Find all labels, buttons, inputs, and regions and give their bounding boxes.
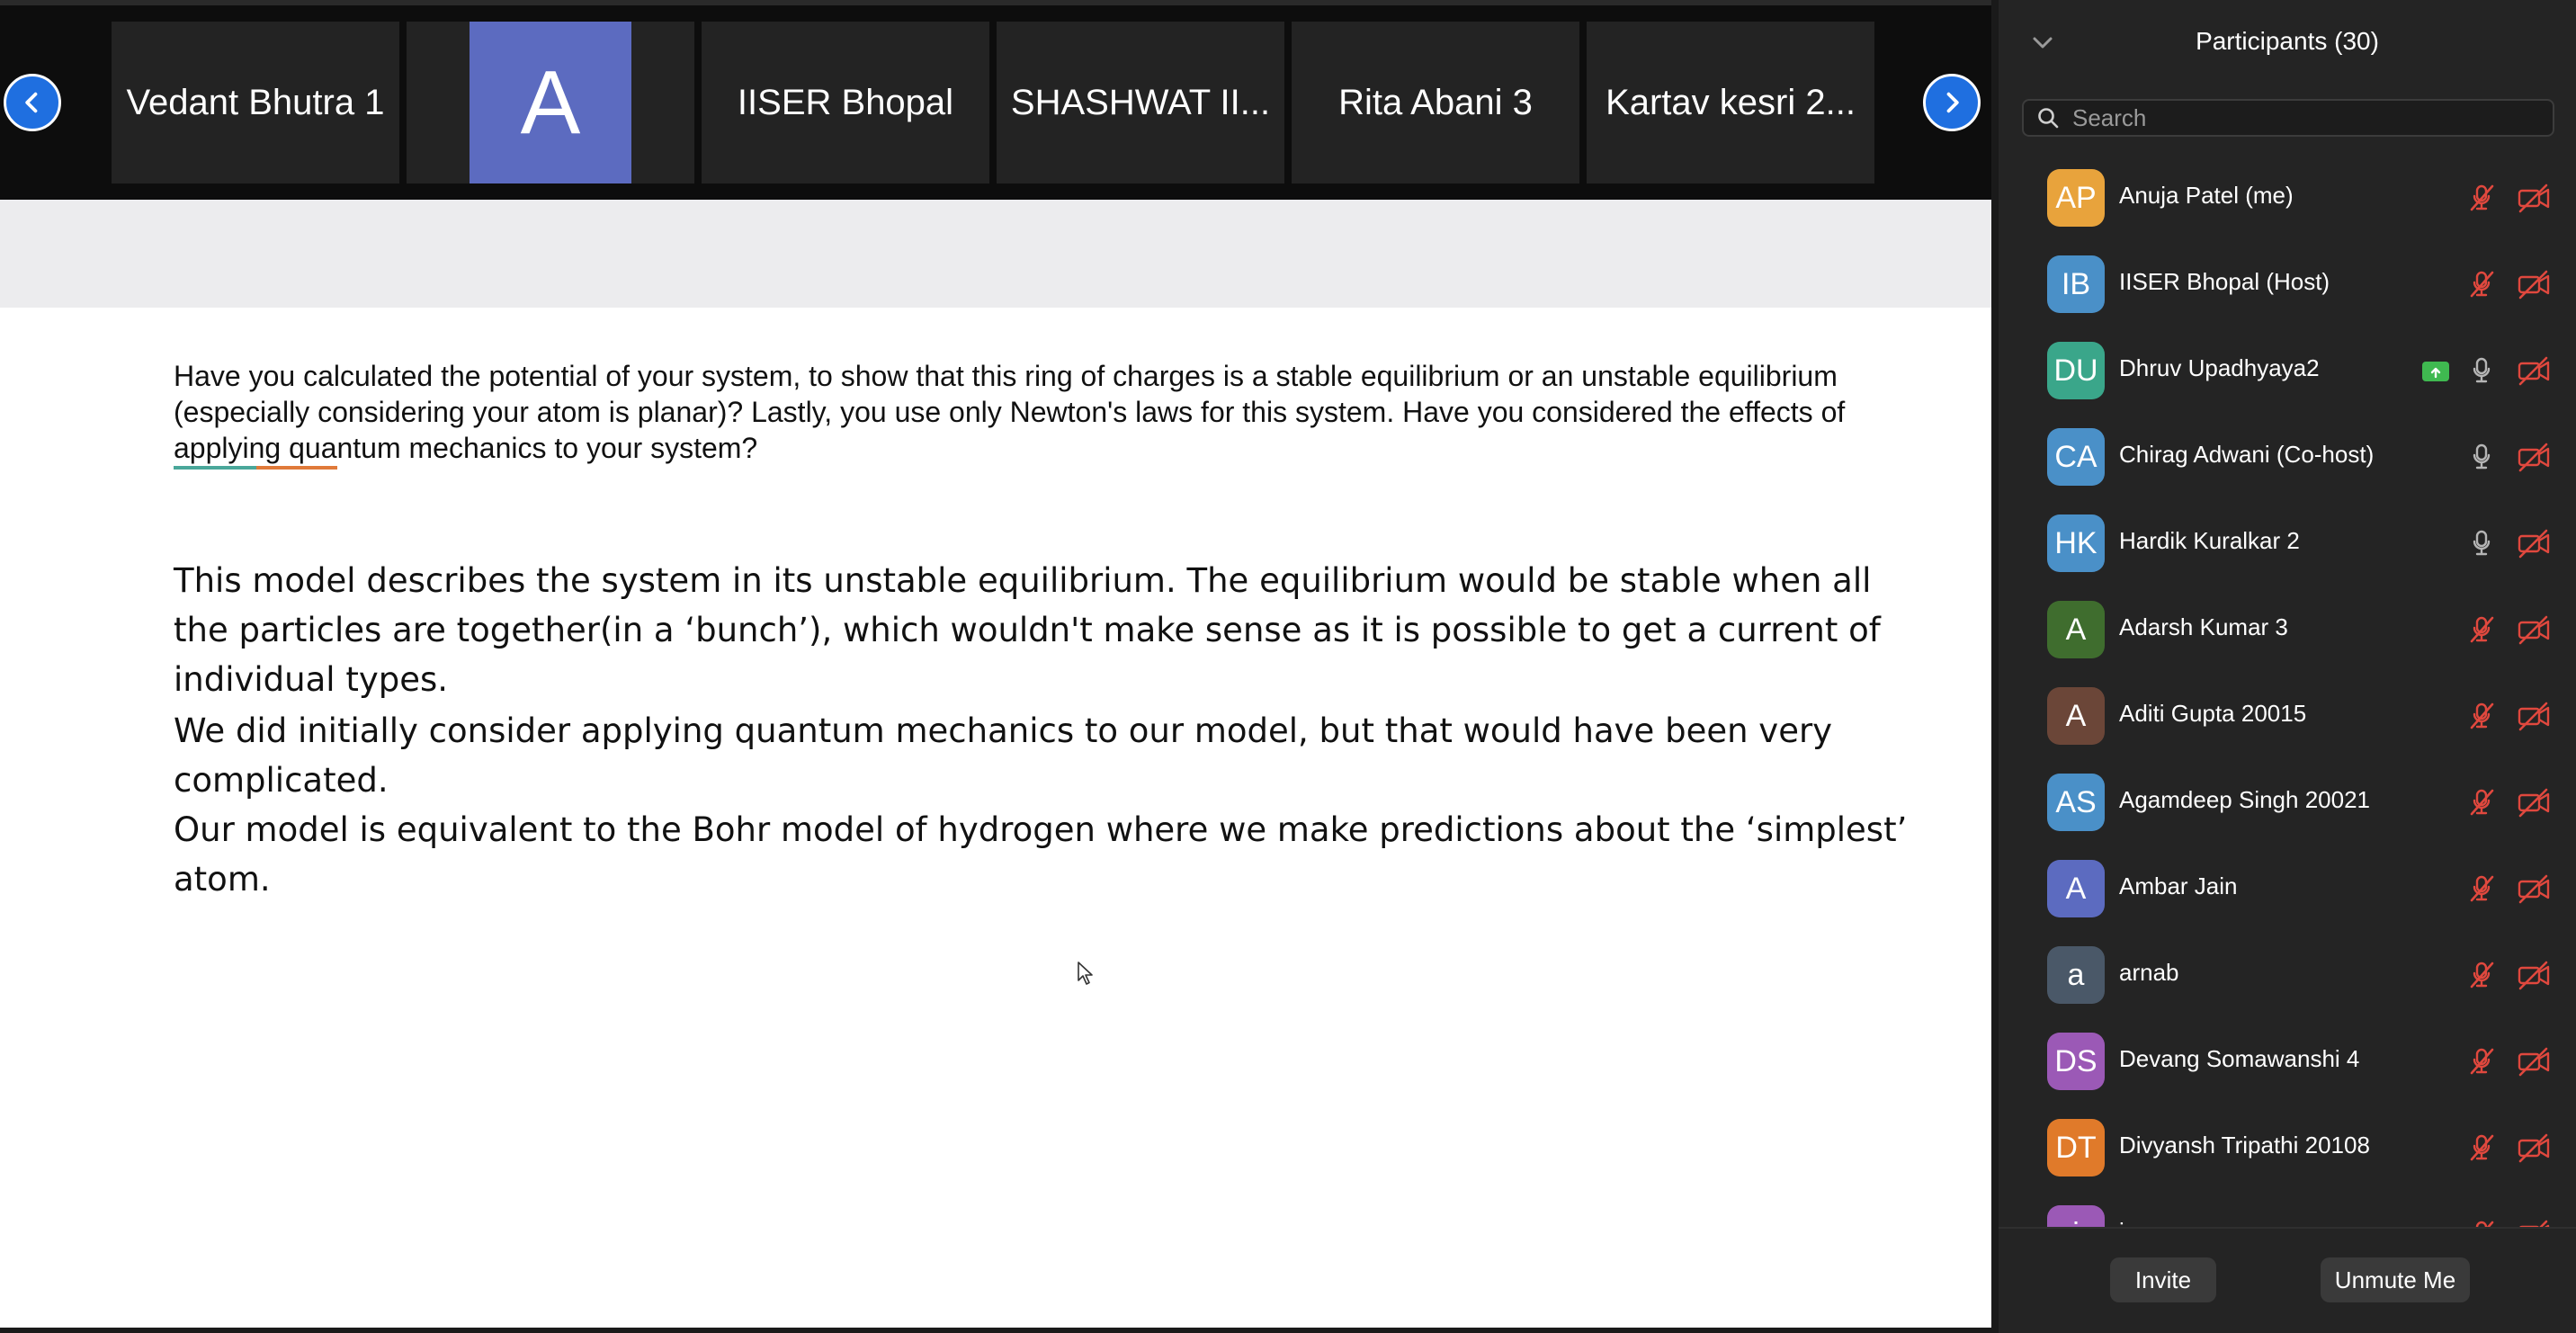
mic-muted-icon[interactable] [2466,183,2497,213]
video-off-icon[interactable] [2517,528,2551,559]
avatar: A [2047,860,2105,917]
video-tile[interactable] [1292,22,1579,183]
participant-row[interactable] [1999,239,2576,326]
participant-row[interactable] [1999,412,2576,498]
strip-next-button[interactable] [1923,74,1981,131]
mic-muted-icon[interactable] [2466,960,2497,990]
participant-row[interactable] [1999,1016,2576,1103]
avatar: DS [2047,1033,2105,1090]
participant-row[interactable] [1999,585,2576,671]
avatar: IB [2047,255,2105,313]
avatar: A [2047,601,2105,658]
participant-name: Chirag Adwani (Co-host) [2119,441,2375,468]
avatar: a [2047,946,2105,1004]
chevron-right-icon [1939,90,1964,115]
reply-paragraph: Our model is equivalent to the Bohr model of hydrogen where we make predictions about the ‘simplest’ atom. [174,810,1908,899]
participant-name: Devang Somawanshi 4 [2119,1045,2360,1072]
video-off-icon[interactable] [2517,355,2551,386]
participant-row[interactable] [1999,498,2576,585]
video-off-icon[interactable] [2517,442,2551,472]
participant-name: Agamdeep Singh 20021 [2119,786,2371,813]
tile-name: SHASHWAT II... [1010,82,1271,122]
participant-row[interactable] [1999,671,2576,757]
reviewer-comment: Have you calculated the potential of your system, to show that this ring of charges is a stable equilibrium or an unstable equilibrium (especially considering your atom is planar)? Lastly, you use only Newton's laws for this system. Have you considered the effects of applying quantum mechanics to your system? [174,360,1846,464]
video-off-icon[interactable] [2517,787,2551,818]
video-tile[interactable] [112,22,399,183]
mic-icon[interactable] [2466,355,2497,386]
participant-name: Ambar Jain [2119,872,2238,899]
document-header-band [0,200,1991,308]
video-off-icon[interactable] [2517,1046,2551,1077]
avatar: AS [2047,774,2105,831]
mouse-pointer-icon [1077,961,1095,986]
video-off-icon[interactable] [2517,960,2551,990]
avatar: A [2047,687,2105,745]
share-screen-icon [2422,362,2449,381]
mic-muted-icon[interactable] [2466,873,2497,904]
participant-row[interactable] [1999,930,2576,1016]
participant-search[interactable] [2022,99,2554,137]
mic-icon[interactable] [2466,528,2497,559]
participant-name: Dhruv Upadhyaya2 [2119,354,2320,381]
participant-name: Hardik Kuralkar 2 [2119,527,2300,554]
tile-name: IISER Bhopal [737,82,954,122]
reply-paragraph: We did initially consider applying quantum mechanics to our model, but that would have been very complicated. [174,711,1833,800]
participant-row[interactable] [1999,153,2576,239]
reply-paragraph: This model describes the system in its unstable equilibrium. The equilibrium would be stable when all the particles are together(in a ‘bunch’), which wouldn't make sense as it is possible to get a current of individual types. [174,561,1881,699]
search-input[interactable] [2072,104,2540,132]
participant-row[interactable] [1999,844,2576,930]
participant-row[interactable] [1999,326,2576,412]
avatar: HK [2047,514,2105,572]
chevron-left-icon [20,90,45,115]
unmute-me-button[interactable]: Unmute Me [2321,1257,2470,1302]
tile-name: Rita Abani 3 [1338,82,1533,122]
strip-prev-button[interactable] [4,74,61,131]
panel-header [1999,0,2576,90]
participants-panel [1999,0,2576,1333]
participant-name: IISER Bhopal (Host) [2119,268,2330,295]
participant-video-strip [0,0,1991,200]
participant-row[interactable] [1999,1103,2576,1189]
mic-muted-icon[interactable] [2466,1046,2497,1077]
search-icon [2036,106,2060,130]
avatar: DT [2047,1119,2105,1176]
mic-muted-icon[interactable] [2466,614,2497,645]
panel-footer [1999,1227,2576,1333]
video-off-icon[interactable] [2517,1132,2551,1163]
video-tile[interactable] [997,22,1284,183]
avatar: DU [2047,342,2105,399]
video-tile[interactable] [702,22,989,183]
panel-title: Participants (30) [2196,27,2379,55]
avatar: AP [2047,169,2105,227]
mic-muted-icon[interactable] [2466,269,2497,300]
spellcheck-underline [174,466,337,470]
participant-row[interactable] [1999,757,2576,844]
video-tile[interactable] [1587,22,1874,183]
participant-name: Adarsh Kumar 3 [2119,613,2288,640]
video-off-icon[interactable] [2517,701,2551,731]
participant-name: Anuja Patel (me) [2119,182,2294,209]
invite-button[interactable]: Invite [2110,1257,2216,1302]
avatar: CA [2047,428,2105,486]
participant-list[interactable] [1999,153,2576,1227]
video-off-icon[interactable] [2517,183,2551,213]
video-off-icon[interactable] [2517,873,2551,904]
video-off-icon[interactable] [2517,269,2551,300]
underline-orange [256,466,337,470]
participant-name: Divyansh Tripathi 20108 [2119,1132,2370,1159]
participant-name: arnab [2119,959,2179,986]
mic-icon[interactable] [2466,442,2497,472]
strip-top-border [0,0,1991,5]
mic-muted-icon[interactable] [2466,1132,2497,1163]
mic-muted-icon[interactable] [2466,787,2497,818]
tile-name: Kartav kesri 2... [1606,82,1856,122]
shared-screen-document [0,200,1991,1328]
video-tile[interactable] [407,22,694,183]
underline-teal [174,466,256,470]
mic-muted-icon[interactable] [2466,701,2497,731]
tile-name: Vedant Bhutra 1 [126,82,385,122]
avatar: A [470,22,631,183]
video-off-icon[interactable] [2517,614,2551,645]
participant-name: Aditi Gupta 20015 [2119,700,2307,727]
